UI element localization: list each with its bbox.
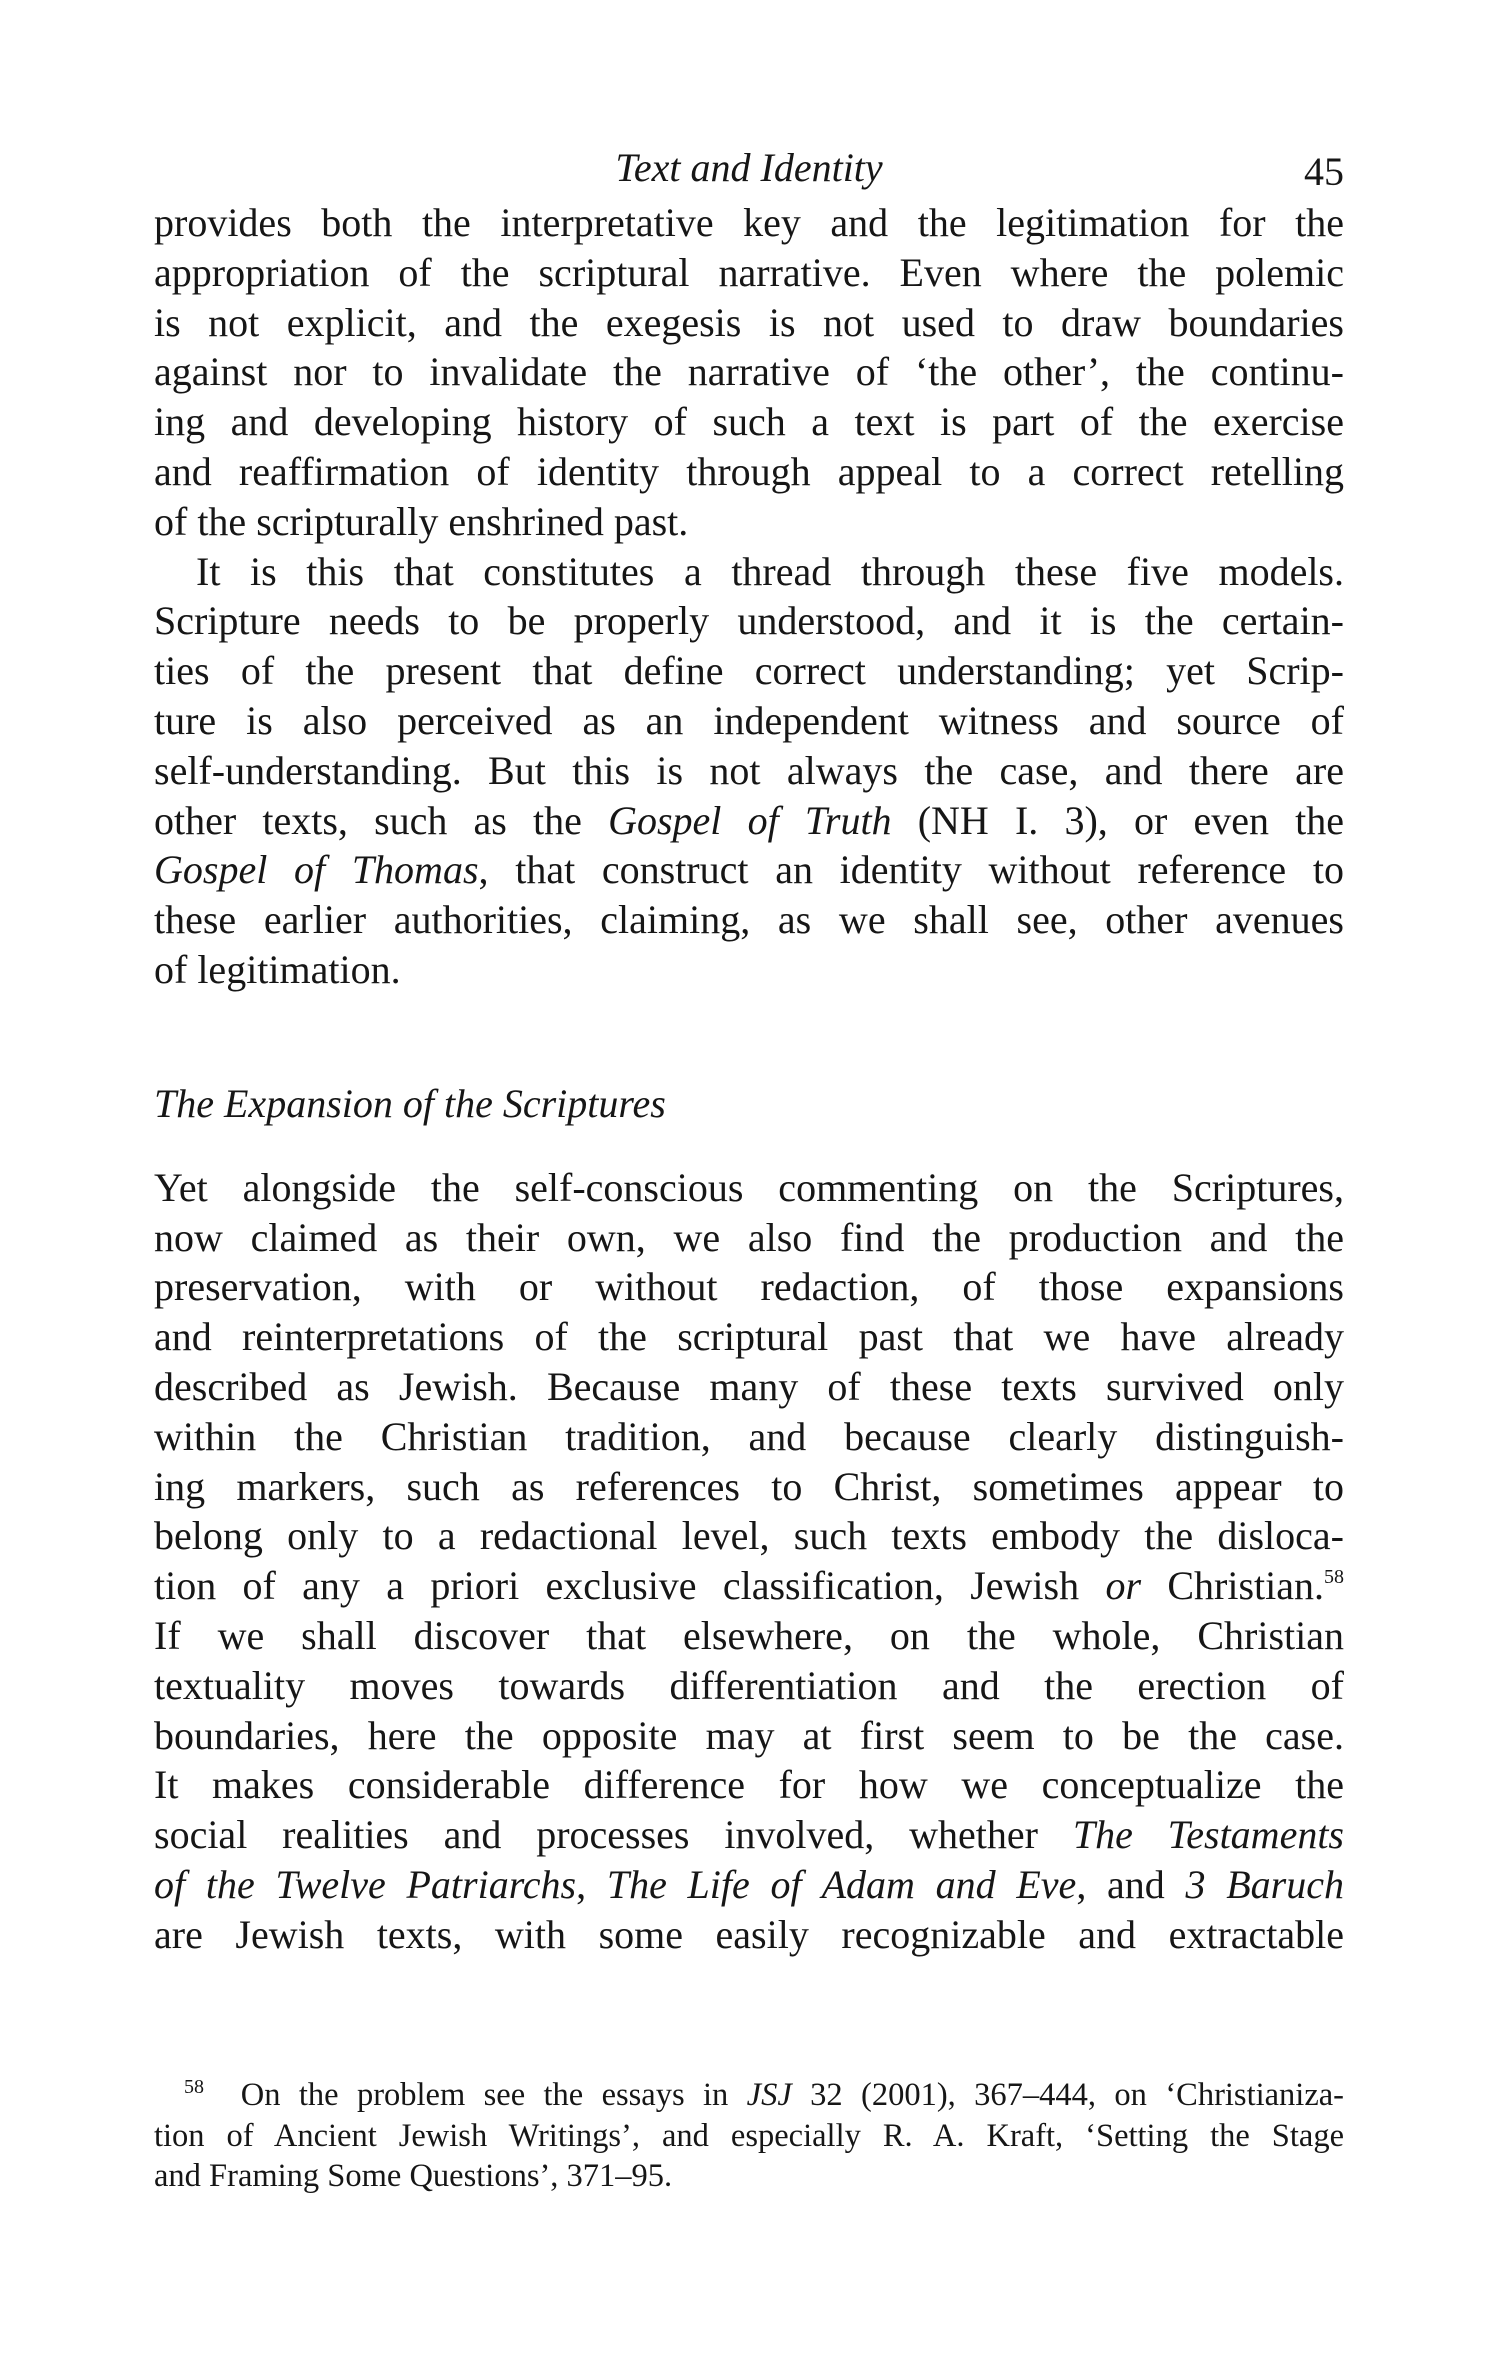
journal-abbrev: JSJ	[746, 2077, 792, 2113]
book-title: 3 Baruch	[1185, 1861, 1344, 1907]
text-line	[154, 845, 1344, 895]
running-head	[154, 138, 1344, 198]
section-heading: The Expansion of the Scriptures	[154, 1080, 666, 1126]
book-title: Gospel of Thomas	[154, 847, 479, 893]
text-line: of the scripturally enshrined past.	[154, 498, 689, 544]
text-line: of legitimation.	[154, 946, 401, 992]
footnotes	[154, 2075, 1344, 2197]
footnote-reference[interactable]: 58	[1324, 1566, 1344, 1589]
text-run: , that construct an identity without reference to	[478, 847, 1344, 893]
running-title: Text and Identity	[615, 145, 883, 190]
text-line: belong only to a redactional level, such texts embody the disloca-	[154, 1513, 1344, 1559]
text-line	[154, 1561, 1344, 1611]
footnote-line: and Framing Some Questions’, 371–95.	[154, 2158, 673, 2194]
text-line: Yet alongside the self-conscious commenting on the Scriptures,	[154, 1164, 1344, 1210]
text-run: Christian.	[1141, 1563, 1324, 1609]
text-run: On the problem see the essays in	[240, 2077, 747, 2113]
text-line: ture is also perceived as an independent witness and source of	[154, 697, 1344, 743]
emphasis: or	[1105, 1563, 1142, 1609]
text-line: ing and developing history of such a text is part of the exercise	[154, 399, 1344, 445]
paragraph	[154, 547, 1344, 995]
body-text	[154, 198, 1344, 1960]
text-line: described as Jewish. Because many of these texts survived only	[154, 1363, 1344, 1409]
text-line: appropriation of the scriptural narrative. Even where the polemic	[154, 249, 1344, 295]
text-line: and reaffirmation of identity through appeal to a correct retelling	[154, 448, 1344, 494]
text-line: is not explicit, and the exegesis is not used to draw boundaries	[154, 299, 1344, 345]
text-line: within the Christian tradition, and because clearly distinguish-	[154, 1413, 1344, 1459]
text-line: against nor to invalidate the narrative of ‘the other’, the continu-	[154, 349, 1344, 395]
book-title: of the Twelve Patriarchs	[154, 1861, 577, 1907]
text-line: self-understanding. But this is not always the case, and there are	[154, 747, 1344, 793]
footnote-line	[154, 2075, 1344, 2116]
text-run: tion of any a priori exclusive classification, Jewish	[154, 1563, 1106, 1609]
text-line: textuality moves towards differentiation and the erection of	[154, 1662, 1344, 1708]
text-run: , and	[1076, 1861, 1186, 1907]
book-title: The Life of Adam and Eve	[606, 1861, 1077, 1907]
text-line	[154, 1810, 1344, 1860]
text-run: 32 (2001), 367–444, on ‘Christianiza-	[791, 2077, 1344, 2113]
text-line: and reinterpretations of the scriptural past that we have already	[154, 1314, 1344, 1360]
text-line	[154, 1860, 1344, 1910]
text-line: It is this that constitutes a thread through these five models.	[196, 548, 1344, 594]
footnote-line: tion of Ancient Jewish Writings’, and especially R. A. Kraft, ‘Setting the Stage	[154, 2117, 1344, 2154]
text-run: other texts, such as the	[154, 797, 609, 843]
text-run: (NH I. 3), or even the	[891, 797, 1344, 843]
text-line: provides both the interpretative key and the legitimation for the	[154, 200, 1344, 245]
text-line: If we shall discover that elsewhere, on the whole, Christian	[154, 1612, 1344, 1658]
text-line	[154, 796, 1344, 846]
text-run: social realities and processes involved, whether	[154, 1812, 1073, 1858]
book-title: Gospel of Truth	[608, 797, 892, 843]
text-line: It makes considerable difference for how we conceptualize the	[154, 1762, 1344, 1808]
paragraph	[154, 198, 1344, 547]
paragraph	[154, 1163, 1344, 1960]
text-run: ,	[576, 1861, 607, 1907]
footnote-number: 58	[184, 2076, 204, 2098]
text-line: boundaries, here the opposite may at first seem to be the case.	[154, 1712, 1344, 1758]
text-line: are Jewish texts, with some easily recognizable and extractable	[154, 1911, 1344, 1957]
text-line: these earlier authorities, claiming, as we shall see, other avenues	[154, 897, 1344, 943]
text-line: preservation, with or without redaction, of those expansions	[154, 1264, 1344, 1310]
book-title: The Testaments	[1072, 1812, 1345, 1858]
text-line: ties of the present that define correct understanding; yet Scrip-	[154, 648, 1344, 694]
text-line: now claimed as their own, we also find the production and the	[154, 1214, 1344, 1260]
text-line: ing markers, such as references to Christ, sometimes appear to	[154, 1463, 1344, 1509]
text-line: Scripture needs to be properly understood, and it is the certain-	[154, 598, 1344, 644]
book-page	[154, 138, 1344, 1960]
page-number: 45	[1304, 149, 1344, 194]
